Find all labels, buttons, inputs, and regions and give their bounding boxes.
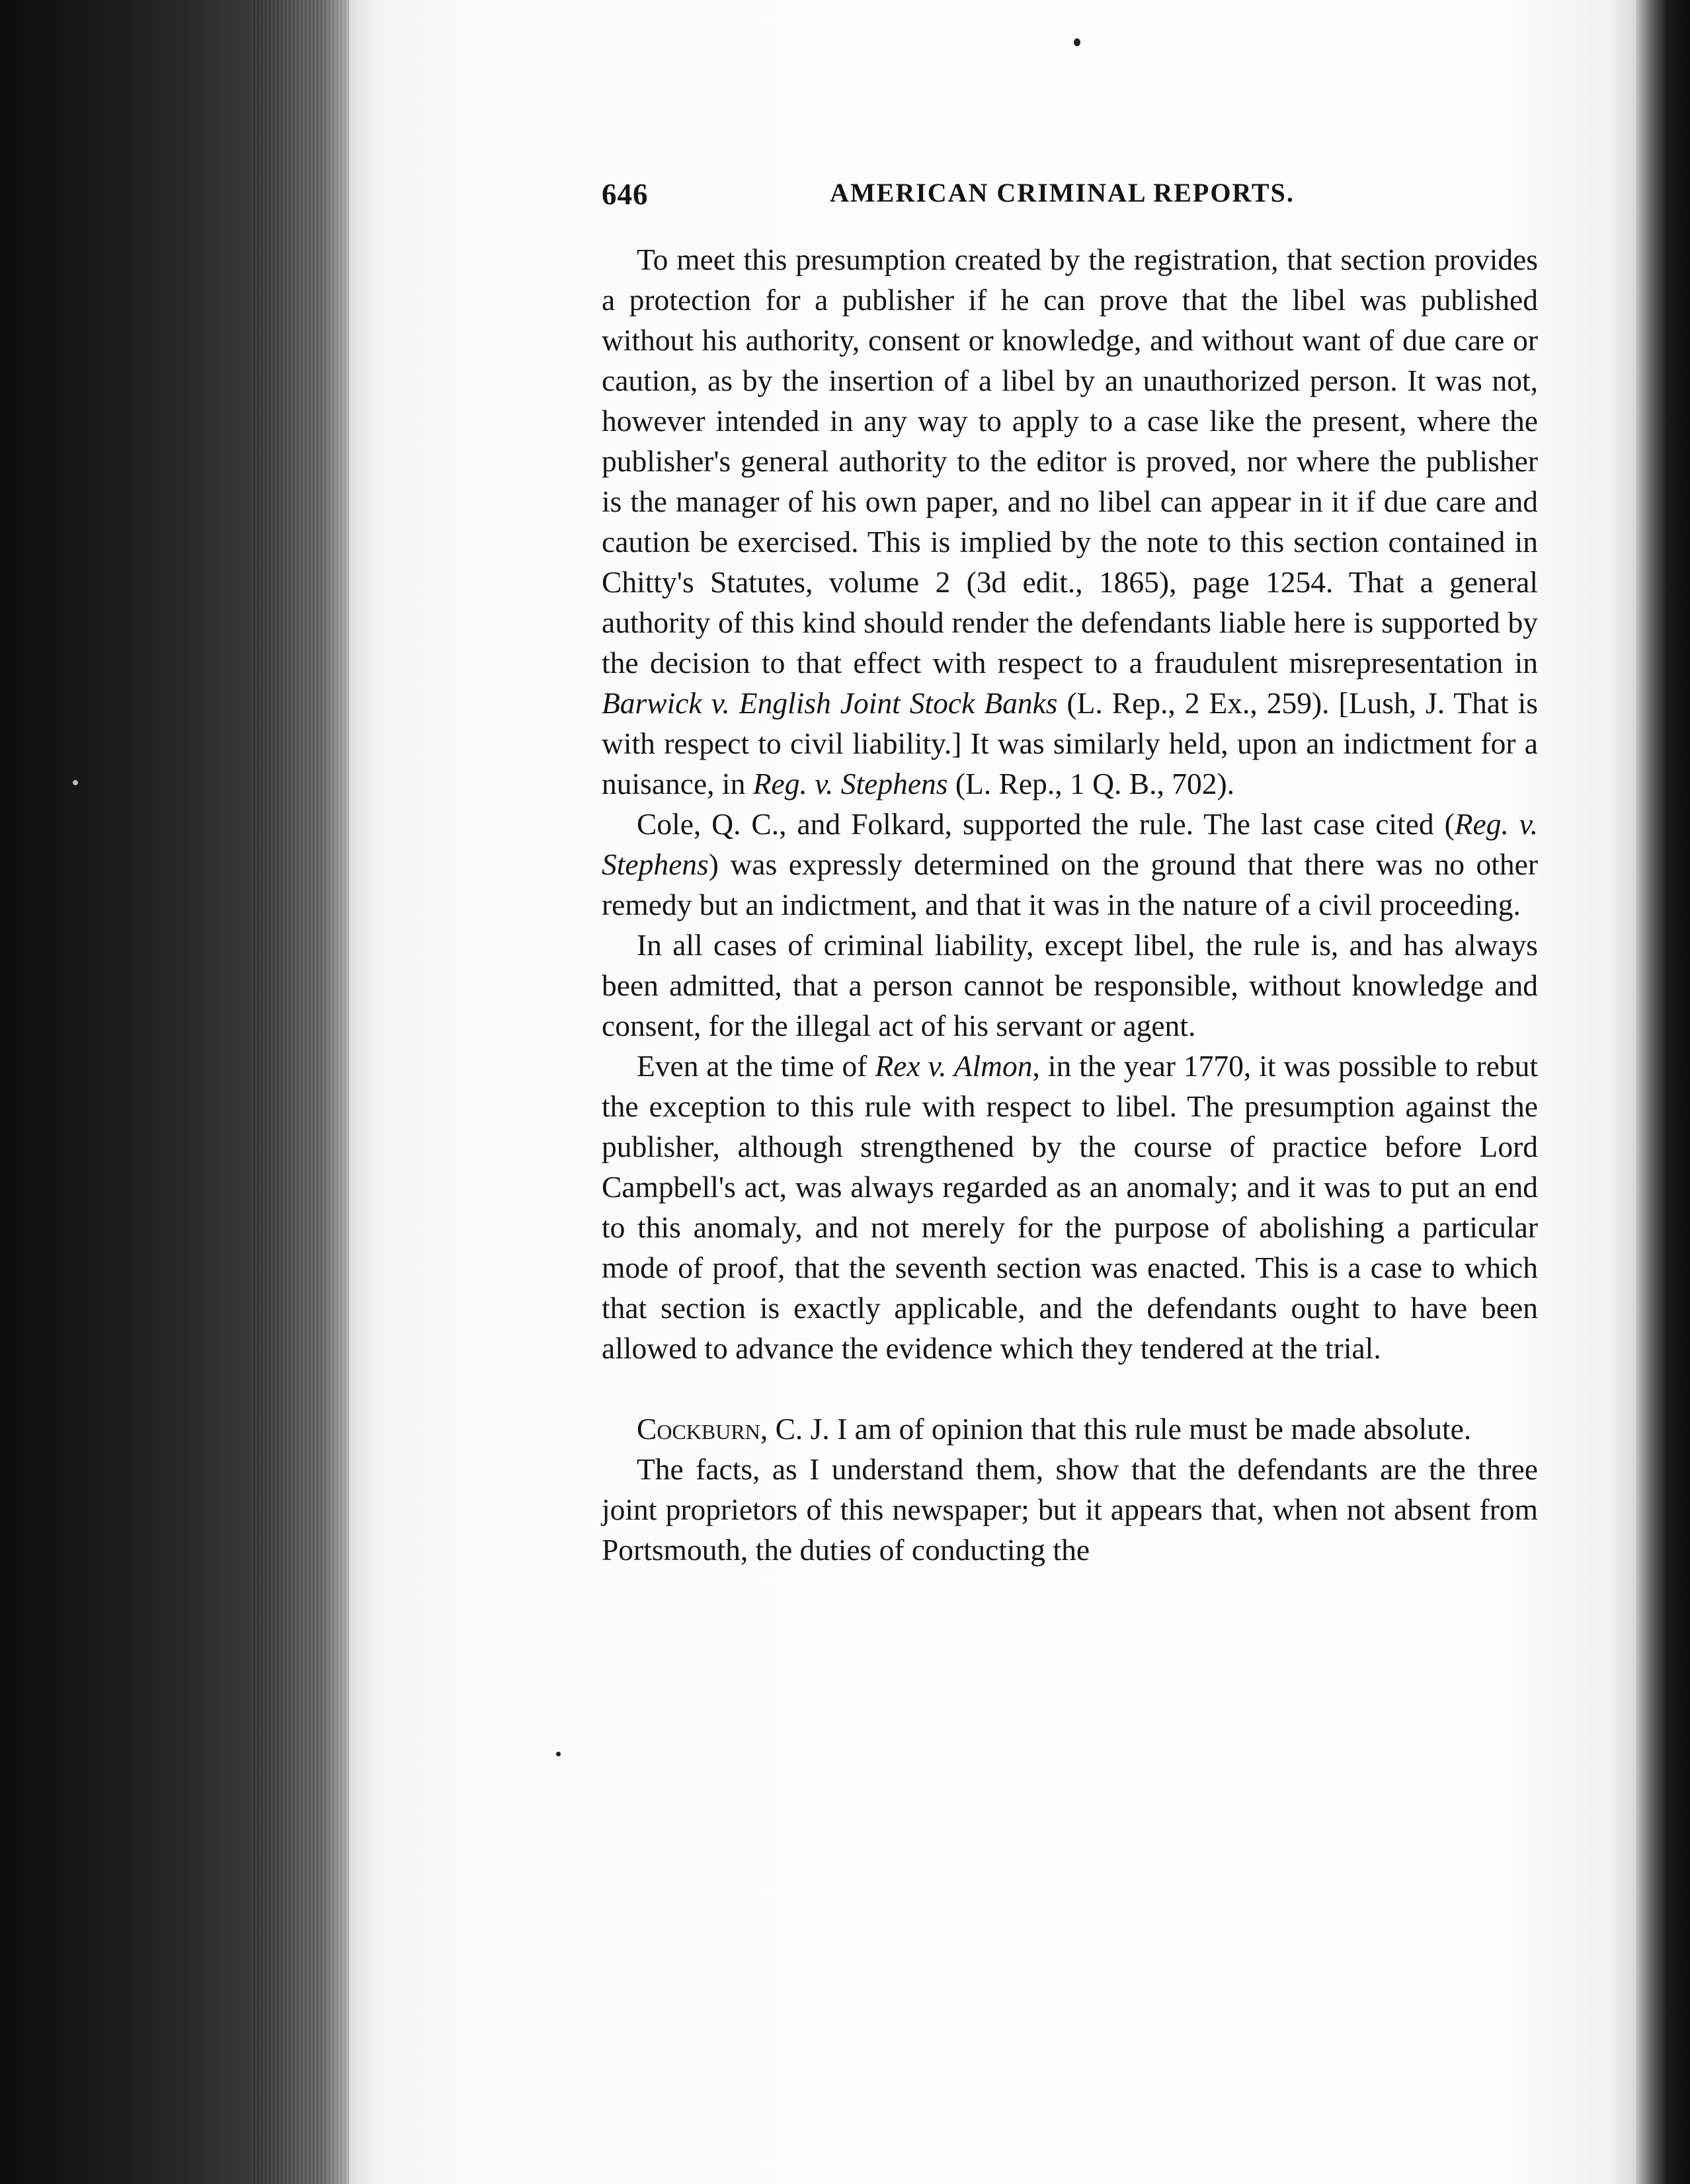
- case-citation: Reg. v. Stephens: [752, 767, 948, 800]
- paragraph: To meet this presumption created by the registration, that section provides a protection for a publisher if he can prove that the libel was published without his authority, consent or knowledge, and without want of due care or caution, as by the insertion of a libel by an unauthorized person. It was not, however intended in any way to apply to a case like the present, where the publisher's general authority to the editor is proved, nor where the publisher is the manager of his own paper, and no libel can appear in it if due care and caution be exercised. This is implied by the note to this section contained in Chitty's Statutes, volume 2 (3d edit., 1865), page 1254. That a general authority of this kind should render the defendants liable here is supported by the decision to that effect with respect to a fraudulent misrepresentation in Barwick v. English Joint Stock Banks (L. Rep., 2 Ex., 259). [Lush, J. That is with respect to civil liability.] It was similarly held, upon an indictment for a nuisance, in Reg. v. Stephens (L. Rep., 1 Q. B., 702).: [602, 243, 1538, 800]
- right-page-edge: [1633, 0, 1690, 2184]
- paragraph: Cockburn, C. J. I am of opinion that this rule must be made absolute.: [637, 1412, 1472, 1446]
- case-citation: Reg. v. Stephens: [602, 807, 1538, 881]
- ink-speck: [1074, 38, 1080, 46]
- paragraph: The facts, as I understand them, show that the defendants are the three joint proprietors of this newspaper; but it appears that, when not absent from Portsmouth, the duties of conducting the: [602, 1452, 1538, 1567]
- paragraph: In all cases of criminal liability, except libel, the rule is, and has always been admitted, that a person cannot be responsible, without knowledge and consent, for the illegal act of his servant or agent.: [602, 928, 1538, 1042]
- running-title: AMERICAN CRIMINAL REPORTS.: [830, 178, 1295, 208]
- page-edges: [251, 0, 350, 2184]
- case-citation: Rex v. Almon: [875, 1049, 1033, 1083]
- body-text: [602, 239, 1538, 1570]
- page-number: 646: [602, 178, 649, 211]
- judge-name: Cockburn: [637, 1412, 760, 1446]
- case-citation: Barwick v. English Joint Stock Banks: [602, 686, 1058, 720]
- paragraph: Even at the time of Rex v. Almon, in the year 1770, it was possible to rebut the exception to this rule with respect to libel. The presumption against the publisher, although strengthened by the course of practice before Lord Campbell's act, was always regarded as an anomaly; and it was to put an end to this anomaly, and not merely for the purpose of abolishing a particular mode of proof, that the seventh section was enacted. This is a case to which that section is exactly applicable, and the defendants ought to have been allowed to advance the evidence which they tendered at the trial.: [602, 1049, 1538, 1365]
- paragraph: Cole, Q. C., and Folkard, supported the rule. The last case cited (Reg. v. Stephens) was expressly determined on the ground that there was no other remedy but an indictment, and that it was in the nature of a civil proceeding.: [602, 807, 1538, 921]
- ink-speck: [556, 1752, 561, 1756]
- running-header: [602, 177, 1303, 217]
- ink-speck: [73, 780, 78, 785]
